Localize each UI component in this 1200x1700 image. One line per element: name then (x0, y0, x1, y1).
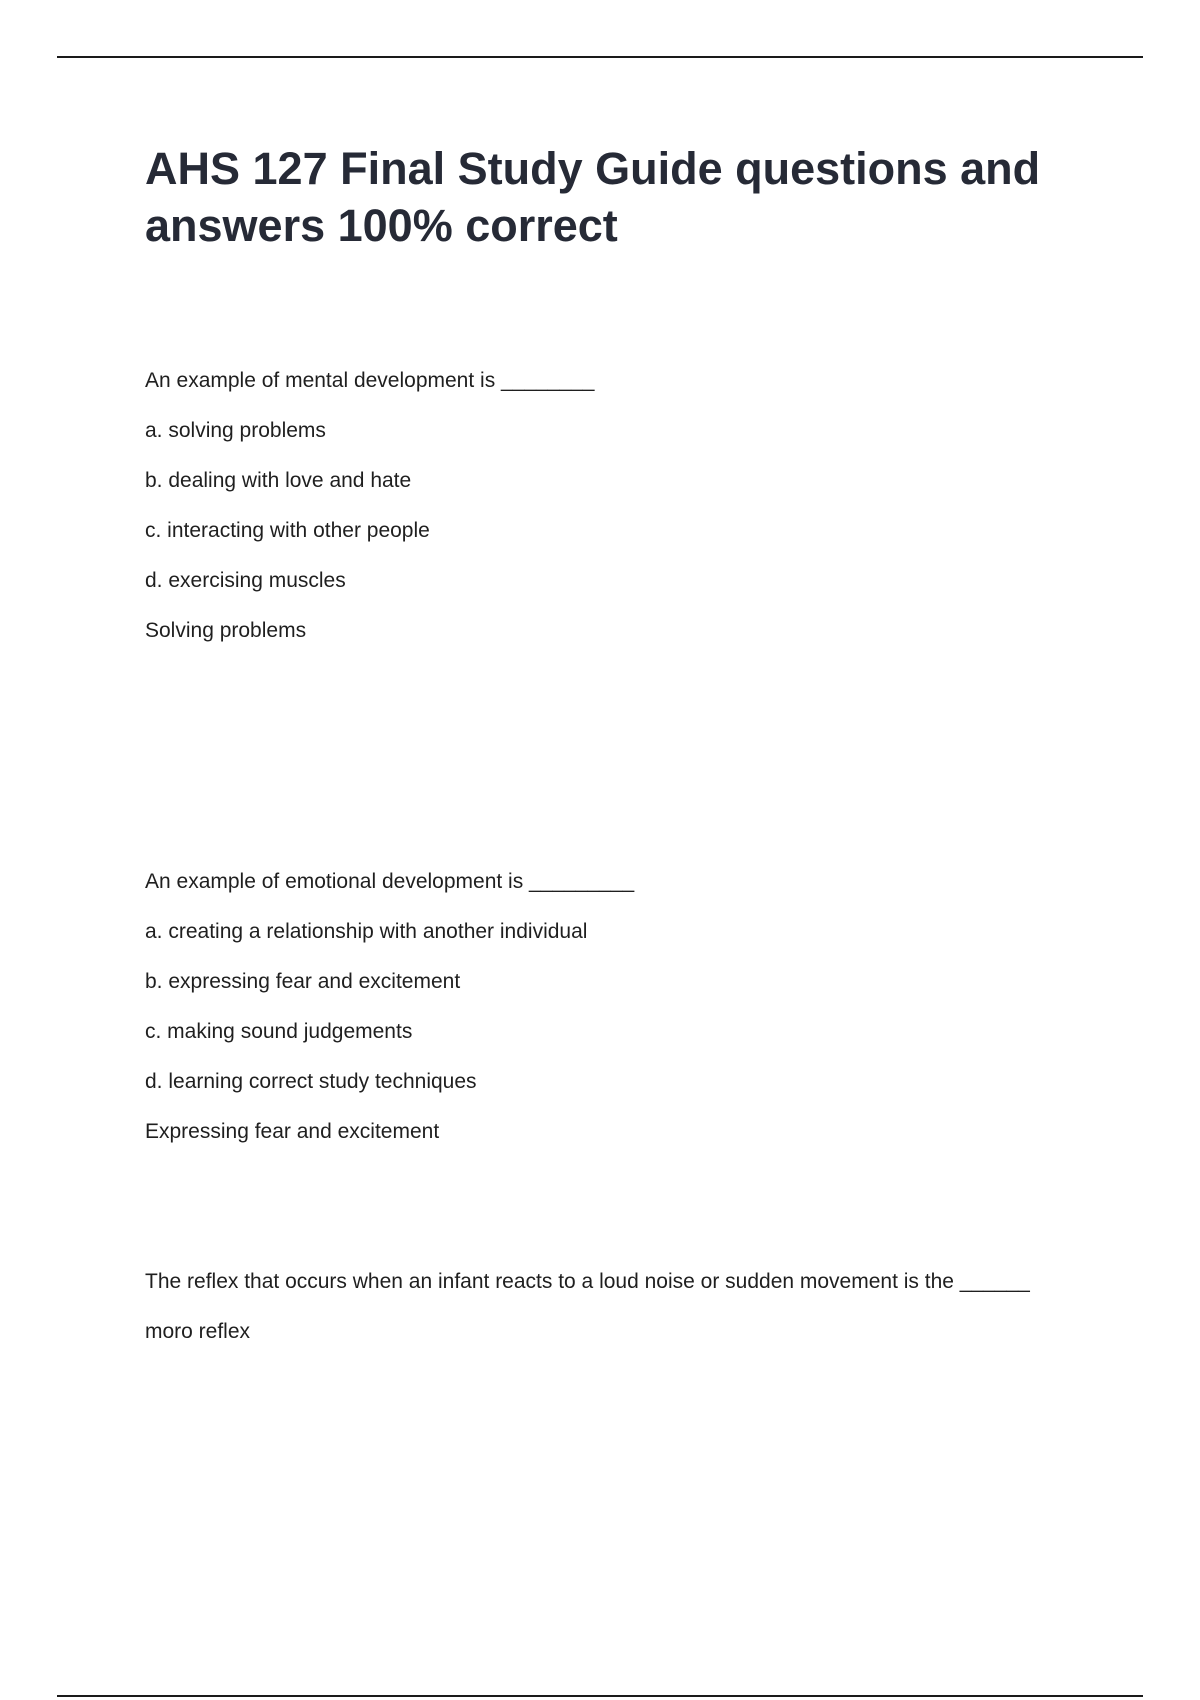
correct-answer: moro reflex (145, 1320, 251, 1343)
correct-answer: Solving problems (145, 619, 307, 642)
answer-option-c: c. interacting with other people (145, 519, 430, 542)
document-body (145, 140, 1105, 1343)
question-block-3 (145, 1257, 1030, 1357)
document-title: AHS 127 Final Study Guide questions and answers 100% correct (145, 143, 1041, 251)
answer-option-a: a. creating a relationship with another individual (145, 920, 588, 943)
header-rule (57, 56, 1143, 58)
correct-answer: Expressing fear and excitement (145, 1120, 440, 1143)
answer-option-b: b. dealing with love and hate (145, 469, 412, 492)
answer-option-c: c. making sound judgements (145, 1020, 413, 1043)
question-prompt: An example of mental development is ________ (145, 369, 595, 392)
answer-option-d: d. learning correct study techniques (145, 1070, 477, 1093)
question-prompt: The reflex that occurs when an infant reacts to a loud noise or sudden movement is the ______ (145, 1270, 1030, 1293)
answer-option-b: b. expressing fear and excitement (145, 970, 461, 993)
footer-rule (57, 1695, 1143, 1697)
question-block-1 (145, 356, 594, 656)
answer-option-a: a. solving problems (145, 419, 326, 442)
question-block-2 (145, 857, 634, 1157)
question-prompt: An example of emotional development is _________ (145, 870, 635, 893)
answer-option-d: d. exercising muscles (145, 569, 346, 592)
